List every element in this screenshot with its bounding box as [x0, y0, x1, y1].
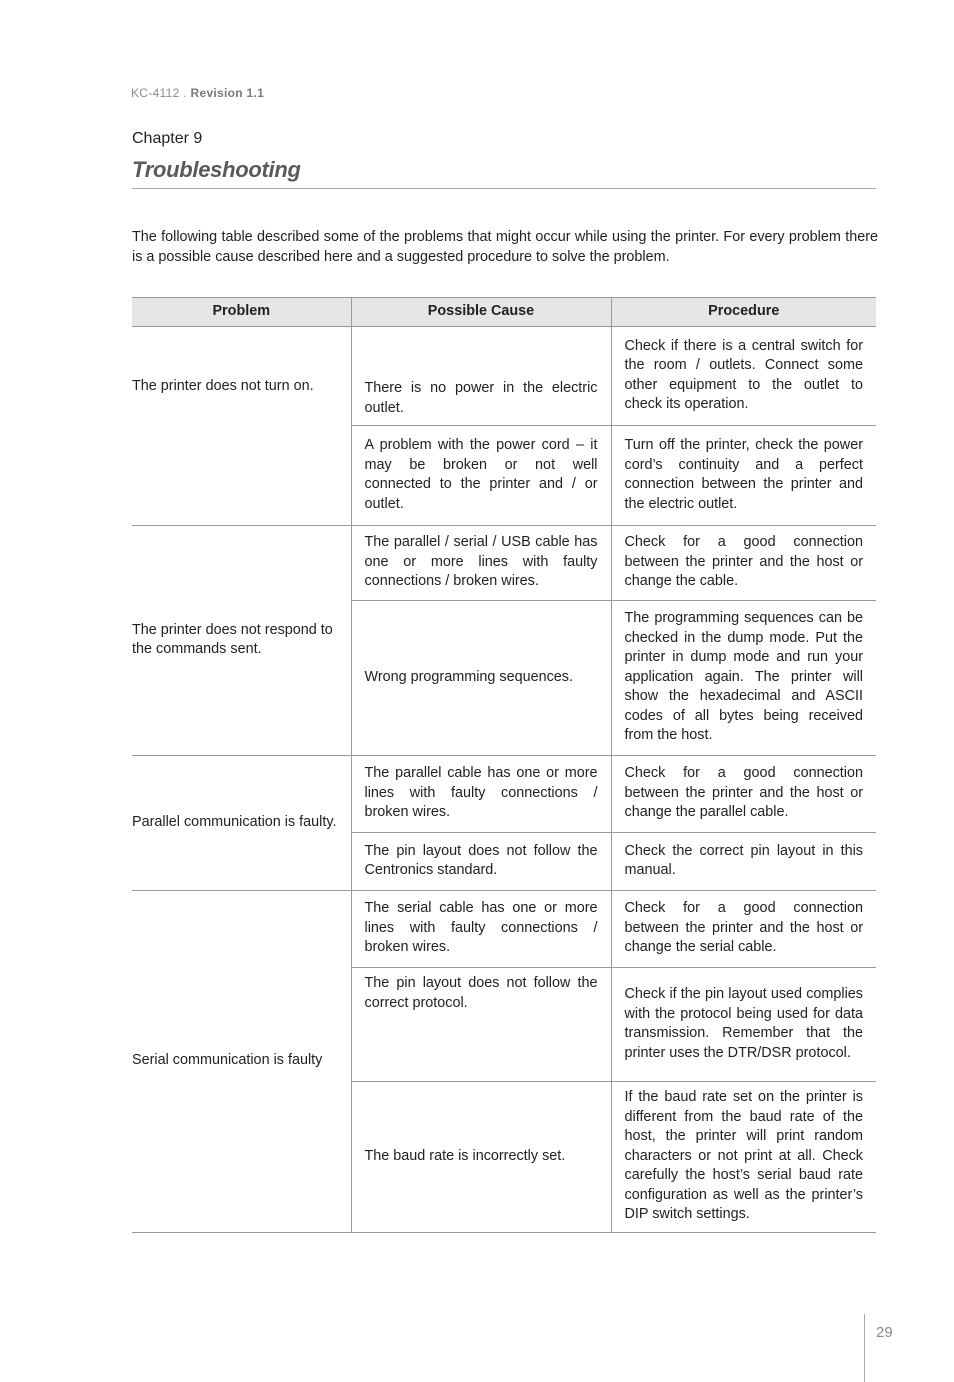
cause-cell: The serial cable has one or more lines with faulty connections / broken wires.	[351, 891, 611, 968]
page-title: Troubleshooting	[132, 157, 301, 182]
page-number-divider	[864, 1314, 865, 1382]
procedure-cell: Check for a good connection between the printer and the host or change the parallel cable.	[611, 756, 876, 833]
table-row	[132, 327, 876, 426]
problem-cell: The printer does not respond to the commands sent.	[132, 526, 351, 756]
cause-cell: The baud rate is incorrectly set.	[351, 1082, 611, 1233]
intro-paragraph: The following table described some of the problems that might occur while using the printer. For every problem there is a possible cause described here and a suggested procedure to solve the problem.	[132, 229, 878, 265]
troubleshooting-table	[132, 297, 876, 1233]
header-separator: .	[183, 86, 187, 100]
document-header	[131, 86, 264, 100]
procedure-cell: Check if there is a central switch for the room / outlets. Connect some other equipment to the outlet to check its operation.	[611, 327, 876, 426]
table-header-row	[132, 298, 876, 327]
procedure-cell: Turn off the printer, check the power cord’s continuity and a perfect connection between the printer and the electric outlet.	[611, 426, 876, 526]
procedure-cell: If the baud rate set on the printer is different from the baud rate of the host, the printer will print random characters or not print at all. Check carefully the host’s serial baud rate configuration as well as the printer’s DIP switch settings.	[611, 1082, 876, 1233]
cause-cell: Wrong programming sequences.	[351, 601, 611, 756]
table-row	[132, 756, 876, 833]
cause-cell: The parallel cable has one or more lines with faulty connections / broken wires.	[351, 756, 611, 833]
problem-cell: Serial communication is faulty	[132, 891, 351, 1233]
revision-label: Revision 1.1	[190, 86, 265, 100]
document-id: KC-4112	[131, 86, 180, 100]
procedure-cell: Check for a good connection between the printer and the host or change the serial cable.	[611, 891, 876, 968]
title-divider	[132, 188, 876, 189]
procedure-cell: Check the correct pin layout in this manual.	[611, 833, 876, 891]
cause-cell: A problem with the power cord – it may be broken or not well connected to the printer and / or outlet.	[351, 426, 611, 526]
page-number: 29	[876, 1324, 893, 1341]
cause-cell: The parallel / serial / USB cable has one or more lines with faulty connections / broken wires.	[351, 526, 611, 601]
header-cause: Possible Cause	[351, 298, 611, 327]
header-problem: Problem	[132, 298, 351, 327]
cause-cell: The pin layout does not follow the correct protocol.	[351, 968, 611, 1082]
cause-cell: The pin layout does not follow the Centronics standard.	[351, 833, 611, 891]
header-procedure: Procedure	[611, 298, 876, 327]
procedure-cell: The programming sequences can be checked in the dump mode. Put the printer in dump mode and run your application again. The printer will show the hexadecimal and ASCII codes of all bytes being received from the host.	[611, 601, 876, 756]
procedure-cell: Check for a good connection between the printer and the host or change the cable.	[611, 526, 876, 601]
procedure-cell: Check if the pin layout used complies with the protocol being used for data transmission. Remember that the printer uses the DTR/DSR protocol.	[611, 968, 876, 1082]
chapter-label: Chapter 9	[132, 130, 203, 147]
problem-cell: The printer does not turn on.	[132, 327, 351, 526]
table-row	[132, 891, 876, 968]
cause-cell: There is no power in the electric outlet.	[351, 327, 611, 426]
problem-cell: Parallel communication is faulty.	[132, 756, 351, 891]
table-row	[132, 526, 876, 601]
